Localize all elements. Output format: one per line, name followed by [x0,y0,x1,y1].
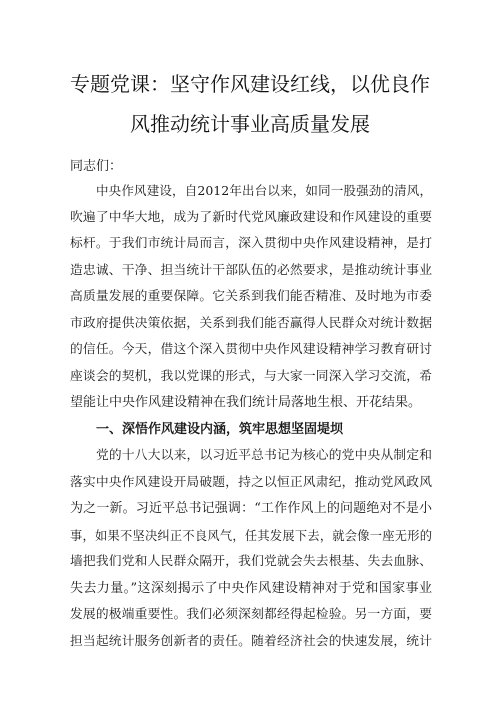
salutation: 同志们： [70,159,123,174]
title-line-2: 风推动统计事业高质量发展 [130,112,370,136]
paragraph-2 [70,443,432,655]
paragraph-line: 担当起统计服务创新者的责任。随着经济社会的快速发展，统计 [70,633,432,649]
paragraph-1 [70,178,432,417]
paragraph-line: 标杆。于我们市统计局而言，深入贯彻中央作风建设精神，是打 [70,236,432,251]
paragraph-line: 落实中央作风建设开局破题，持之以恒正风肃纪，推动党风政风 [70,474,432,490]
document-body [70,178,432,655]
paragraph-line: 事，如果不坚决纠正不良风气，任其发展下去，就会像一座无形的 [70,528,432,543]
paragraph-line: 失去力量。”这深刻揭示了中央作风建设精神对于党和国家事业 [70,580,432,596]
paragraph-line: 中央作风建设，自2012年出台以来，如同一股强劲的清风， [96,183,432,198]
paragraph-line: 市政府提供决策依据，关系到我们能否赢得人民群众对统计数据 [70,315,432,331]
paragraph-line: 墙把我们党和人民群众隔开，我们党就会失去根基、失去血脉、 [70,554,432,569]
paragraph-line: 党的十八大以来，以习近平总书记为核心的党中央从制定和 [96,448,432,463]
paragraph-line: 吹遍了中华大地，成为了新时代党风廉政建设和作风建设的重要 [70,209,432,225]
paragraph-line: 座谈会的契机，我以党课的形式，与大家一同深入学习交流，希 [70,368,432,384]
document-title [40,64,460,144]
paragraph-line: 造忠诚、干净、担当统计干部队伍的必然要求，是推动统计事业 [70,262,432,278]
paragraph-line: 望能让中央作风建设精神在我们统计局落地生根、开花结果。 [70,395,422,410]
paragraph-line: 高质量发展的重要保障。它关系到我们能否精准、及时地为市委 [70,289,432,304]
section-heading-1: 一、深悟作风建设内涵，筑牢思想坚固堤坝 [96,421,344,437]
paragraph-line: 的信任。今天，借这个深入贯彻中央作风建设精神学习教育研讨 [70,342,432,357]
paragraph-line: 发展的极端重要性。我们必须深刻都经得起检验。另一方面，要 [70,607,432,622]
title-line-1: 专题党课：坚守作风建设红线，以优良作 [70,72,430,96]
paragraph-line: 为之一新。习近平总书记强调：“工作作风上的问题绝对不是小 [70,501,432,516]
